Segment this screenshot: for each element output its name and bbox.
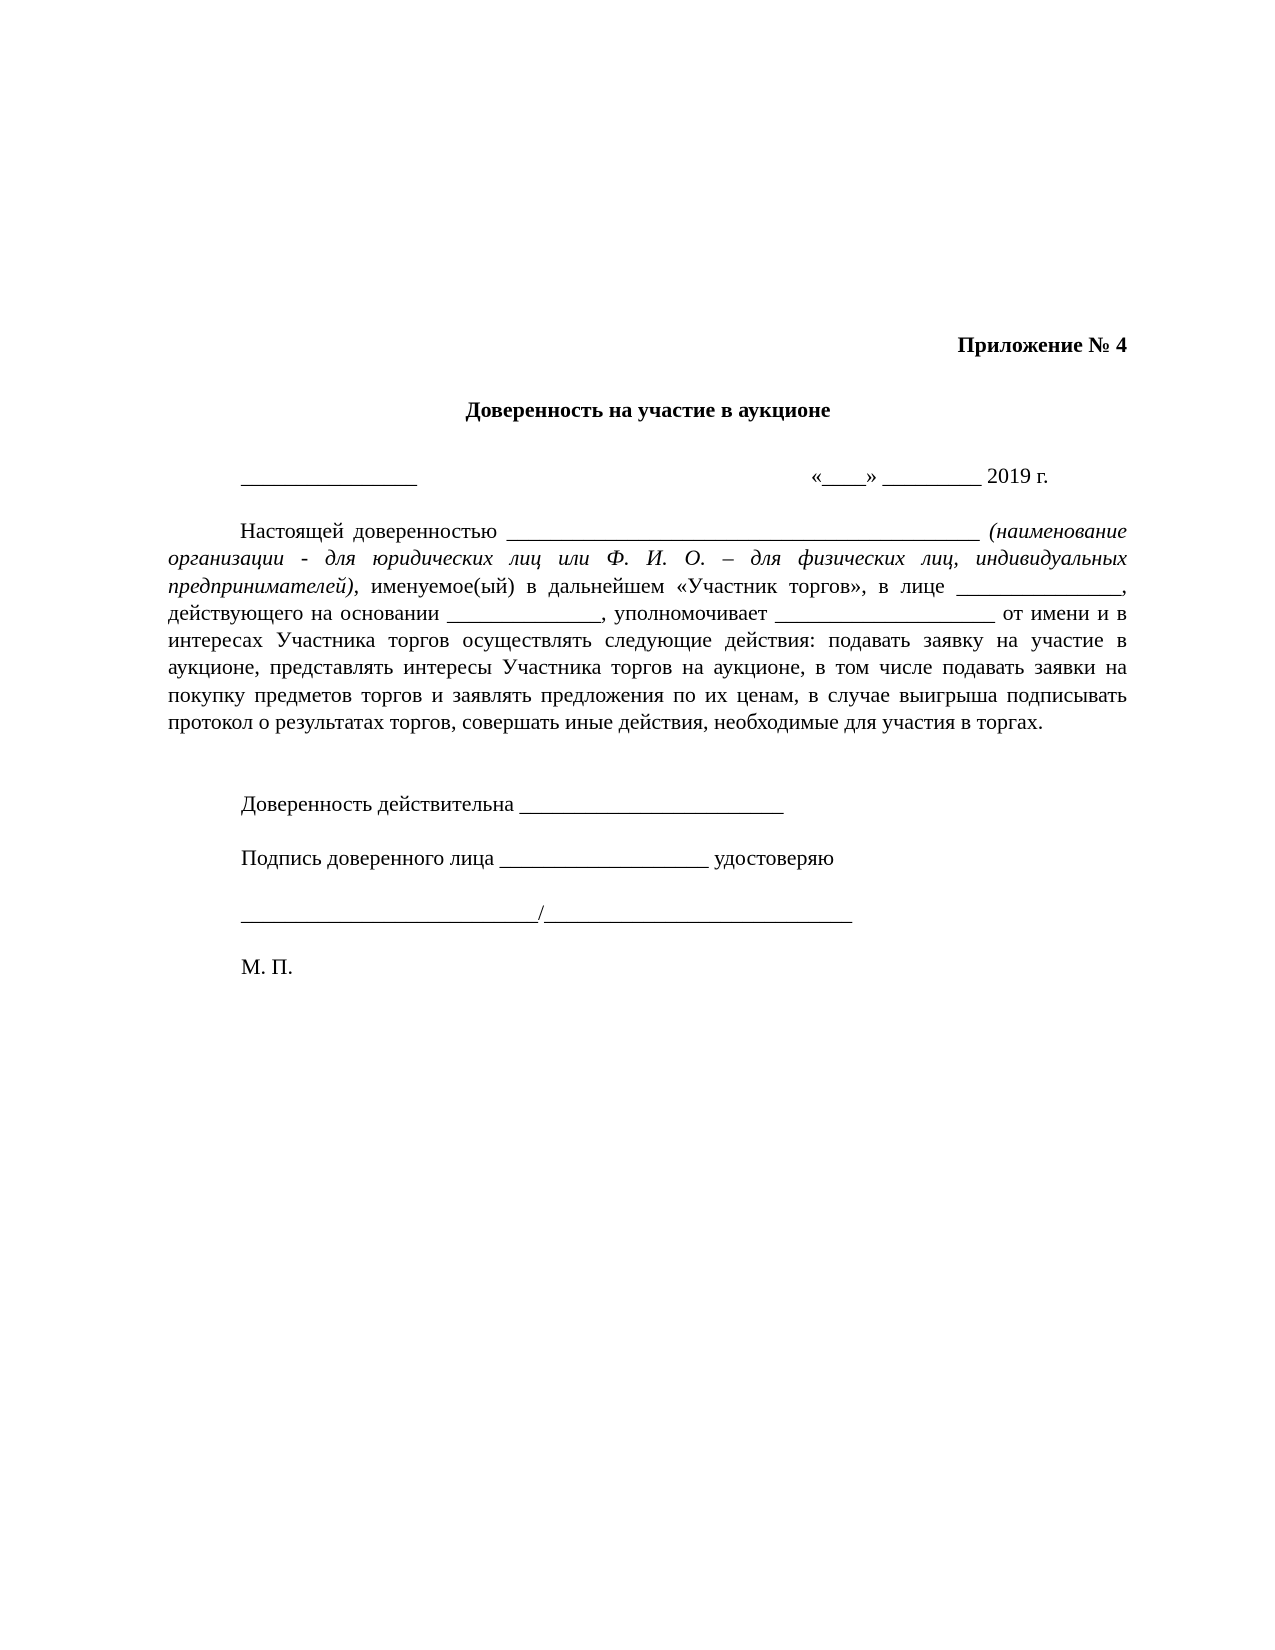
signature-certification: Подпись доверенного лица ___________________ удостоверяю bbox=[241, 845, 835, 870]
seal-placeholder: М. П. bbox=[241, 954, 293, 979]
main-paragraph bbox=[168, 517, 1127, 735]
paragraph-italic-note: (наименование организации - для юридических лиц или Ф. И. О. – для физических лиц, индивидуальных предпринимателей) bbox=[168, 518, 1127, 598]
document-title: Доверенность на участие в аукционе bbox=[465, 397, 831, 422]
place-blank: ________________ bbox=[241, 463, 417, 488]
date-line: «____» _________ 2019 г. bbox=[811, 463, 1049, 488]
validity-line: Доверенность действительна ________________________ bbox=[241, 791, 784, 816]
signature-line: ___________________________/____________________________ bbox=[241, 900, 853, 925]
paragraph-body: , именуемое(ый) в дальнейшем «Участник торгов», в лице _______________, действующего на основании ______________, уполномочивает ____________________ от имени и в интересах Участника торгов осуществлять следующие действия: подавать заявку на участие в аукционе, представлять интересы Участника торгов на аукционе, в том числе подавать заявки на покупку предметов торгов и заявлять предложения по их ценам, в случае выигрыша подписывать протокол о результатах торгов, совершать иные действия, необходимые для участия в торгах. bbox=[168, 572, 1127, 735]
paragraph-lead: Настоящей доверенностью ___________________________________________ bbox=[240, 518, 989, 543]
appendix-number: Приложение № 4 bbox=[957, 332, 1127, 357]
